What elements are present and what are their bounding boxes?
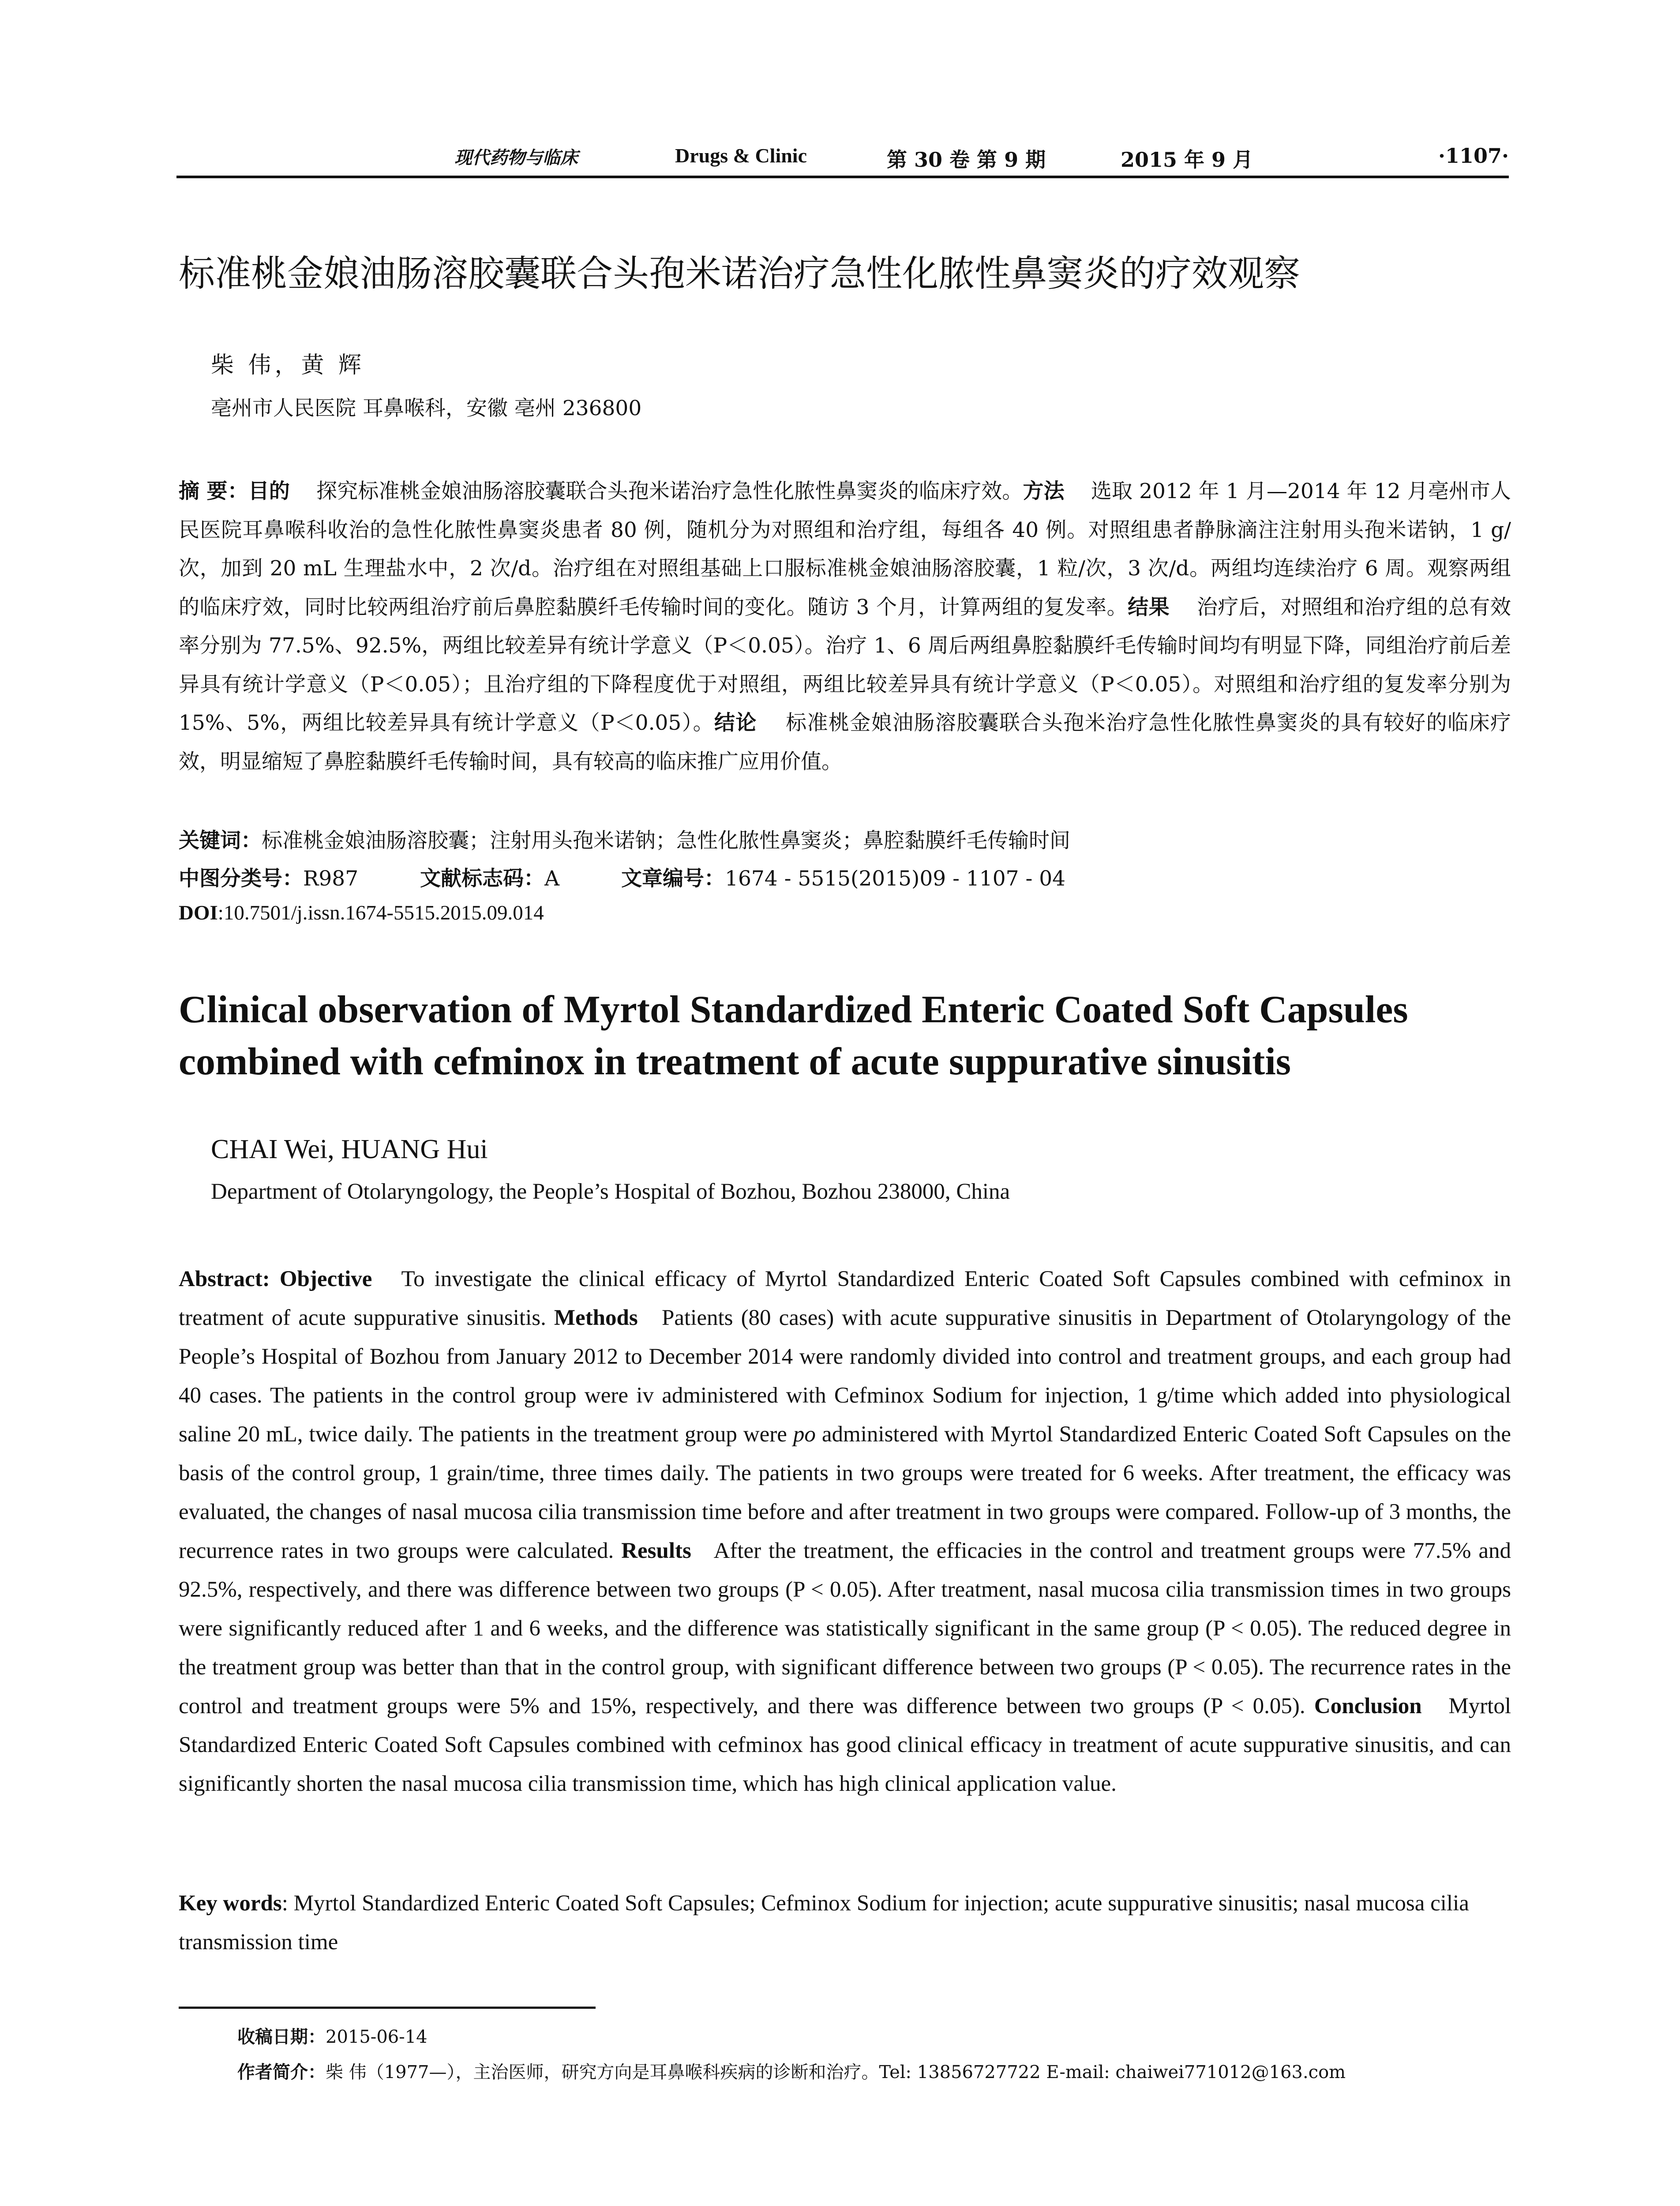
abstract-en-label: Abstract: bbox=[179, 1267, 270, 1291]
keywords-en-label: Key words bbox=[179, 1891, 282, 1916]
objective-cn-label: 目的 bbox=[248, 479, 290, 503]
keywords-en-text: : Myrtol Standardized Enteric Coated Soft Capsules; Cefminox Sodium for injection; acute suppurative sinusitis; nasal mucosa cilia transmission time bbox=[179, 1891, 1469, 1955]
abstract-cn bbox=[179, 472, 1511, 781]
doi-label: DOI bbox=[179, 901, 218, 924]
methods-en-text-1: Patients (80 cases) with acute suppurative sinusitis in Department of Otolaryngology of the People’s Hospital of Bozhou from January 2012 to December 2014 were randomly divided into control and treatment groups, and each group had 40 cases. The patients in the control group were iv administered with Cefminox Sodium for injection, 1 g/time which added into physiological saline 20 mL, twice daily. The patients in the treatment group were bbox=[179, 1306, 1511, 1447]
keywords-cn-text: 标准桃金娘油肠溶胶囊；注射用头孢米诺钠；急性化脓性鼻窦炎；鼻腔黏膜纤毛传输时间 bbox=[262, 829, 1070, 853]
clc-label: 中图分类号： bbox=[179, 867, 303, 891]
methods-en-po: po bbox=[793, 1422, 816, 1447]
doc-code-label: 文献标志码： bbox=[420, 867, 545, 891]
received-date: 2015-06-14 bbox=[326, 2027, 428, 2047]
footnote-divider bbox=[179, 2007, 596, 2009]
author-bio-label: 作者简介： bbox=[237, 2062, 326, 2082]
results-cn-label: 结果 bbox=[1128, 595, 1170, 619]
authors-cn: 柴 伟，黄 辉 bbox=[211, 352, 365, 379]
affiliation-en: Department of Otolaryngology, the People’s Hospital of Bozhou, Bozhou 238000, China bbox=[211, 1179, 1010, 1204]
affiliation-cn: 亳州市人民医院 耳鼻喉科，安徽 亳州 236800 bbox=[211, 396, 642, 420]
conclusion-cn-label: 结论 bbox=[714, 711, 757, 735]
abstract-en bbox=[179, 1260, 1511, 1803]
abstract-cn-label: 摘 要： bbox=[179, 479, 248, 503]
footnote-author bbox=[237, 2058, 1346, 2083]
keywords-cn-label: 关键词： bbox=[179, 829, 262, 853]
conclusion-en-text: Myrtol Standardized Enteric Coated Soft Capsules combined with cefminox has good clinical efficacy in treatment of acute suppurative sinusitis, and can significantly shorten the nasal mucosa cilia transmission time, which has high clinical application value. bbox=[179, 1694, 1511, 1796]
footnote-received bbox=[237, 2023, 428, 2048]
methods-cn-text: 选取 2012 年 1 月—2014 年 12 月亳州市人民医院耳鼻喉科收治的急性化脓性鼻窦炎患者 80 例，随机分为对照组和治疗组，每组各 40 例。对照组患者静脉滴注注射用头孢米诺钠，1 g/次，加到 20 mL 生理盐水中，2 次/d。治疗组在对照组基础上口服标准桃金娘油肠溶胶囊，1 粒/次，3 次/d。两组均连续治疗 6 周。观察两组的临床疗效，同时比较两组治疗前后鼻腔黏膜纤毛传输时间的变化。随访 3 个月，计算两组的复发率。 bbox=[179, 479, 1511, 619]
article-title-cn: 标准桃金娘油肠溶胶囊联合头孢米诺治疗急性化脓性鼻窦炎的疗效观察 bbox=[179, 253, 1301, 295]
journal-name-cn: 现代药物与临床 bbox=[454, 148, 578, 168]
volume-issue: 第 30 卷 第 9 期 bbox=[887, 148, 1046, 172]
authors-en: CHAI Wei, HUANG Hui bbox=[211, 1134, 488, 1164]
classification-line bbox=[179, 862, 1065, 892]
doc-code: A bbox=[544, 867, 560, 891]
conclusion-cn-text: 标准桃金娘油肠溶胶囊联合头孢米治疗急性化脓性鼻窦炎的具有较好的临床疗效，明显缩短了鼻腔黏膜纤毛传输时间，具有较高的临床推广应用价值。 bbox=[179, 711, 1511, 774]
keywords-en bbox=[179, 1884, 1511, 1962]
results-en-text: After the treatment, the efficacies in the control and treatment groups were 77.5% and 92.5%, respectively, and there was difference between two groups (P < 0.05). After treatment, nasal mucosa cilia transmission times in two groups were significantly reduced after 1 and 6 weeks, and the difference was statistically significant in the same group (P < 0.05). The reduced degree in the treatment group was better than that in the control group, with significant difference between two groups (P < 0.05). The recurrence rates in the control and treatment groups were 5% and 15%, respectively, and there was difference between two groups (P < 0.05). bbox=[179, 1538, 1511, 1718]
doi-line bbox=[179, 901, 544, 925]
results-en-label: Results bbox=[621, 1538, 691, 1563]
article-no: 1674 - 5515(2015)09 - 1107 - 04 bbox=[725, 867, 1066, 891]
methods-cn-label: 方法 bbox=[1023, 479, 1065, 503]
issue-date: 2015 年 9 月 bbox=[1121, 148, 1253, 172]
conclusion-en-label: Conclusion bbox=[1314, 1694, 1422, 1718]
received-label: 收稿日期： bbox=[237, 2027, 326, 2047]
doi-value: :10.7501/j.issn.1674-5515.2015.09.014 bbox=[218, 901, 544, 924]
clc-code: R987 bbox=[303, 867, 359, 891]
running-header bbox=[176, 140, 1509, 178]
article-no-label: 文章编号： bbox=[621, 867, 725, 891]
keywords-cn bbox=[179, 824, 1070, 854]
methods-en-label: Methods bbox=[554, 1306, 638, 1330]
objective-en-label: Objective bbox=[279, 1267, 372, 1291]
article-title-en: Clinical observation of Myrtol Standardized Enteric Coated Soft Capsules combined with cefminox in treatment of acute suppurative sinusitis bbox=[179, 988, 1408, 1083]
results-cn-text: 治疗后，对照组和治疗组的总有效率分别为 77.5%、92.5%，两组比较差异有统计学意义（P＜0.05）。治疗 1、6 周后两组鼻腔黏膜纤毛传输时间均有明显下降，同组治疗前后差异具有统计学意义（P＜0.05）；且治疗组的下降程度优于对照组，两组比较差异具有统计学意义（P＜0.05）。对照组和治疗组的复发率分别为 15%、5%，两组比较差异具有统计学意义（P＜0.05）。 bbox=[179, 595, 1511, 735]
objective-cn-text: 探究标准桃金娘油肠溶胶囊联合头孢米诺治疗急性化脓性鼻窦炎的临床疗效。 bbox=[316, 479, 1023, 503]
page-number: ·1107· bbox=[1438, 144, 1509, 168]
methods-en-text-2: administered with Myrtol Standardized Enteric Coated Soft Capsules on the basis of the control group, 1 grain/time, three times daily. The patients in two groups were treated for 6 weeks. After treatment, the efficacy was evaluated, the changes of nasal mucosa cilia transmission time before and after treatment in two groups were compared. Follow-up of 3 months, the recurrence rates in two groups were calculated. bbox=[179, 1422, 1511, 1563]
author-bio: 柴 伟（1977—），主治医师，研究方向是耳鼻喉科疾病的诊断和治疗。Tel: 13856727722 E-mail: chaiwei771012@163.com bbox=[326, 2062, 1346, 2082]
journal-name-en: Drugs & Clinic bbox=[675, 144, 807, 167]
objective-en-text: To investigate the clinical efficacy of Myrtol Standardized Enteric Coated Soft Capsules combined with cefminox in treatment of acute suppurative sinusitis. bbox=[179, 1267, 1511, 1330]
